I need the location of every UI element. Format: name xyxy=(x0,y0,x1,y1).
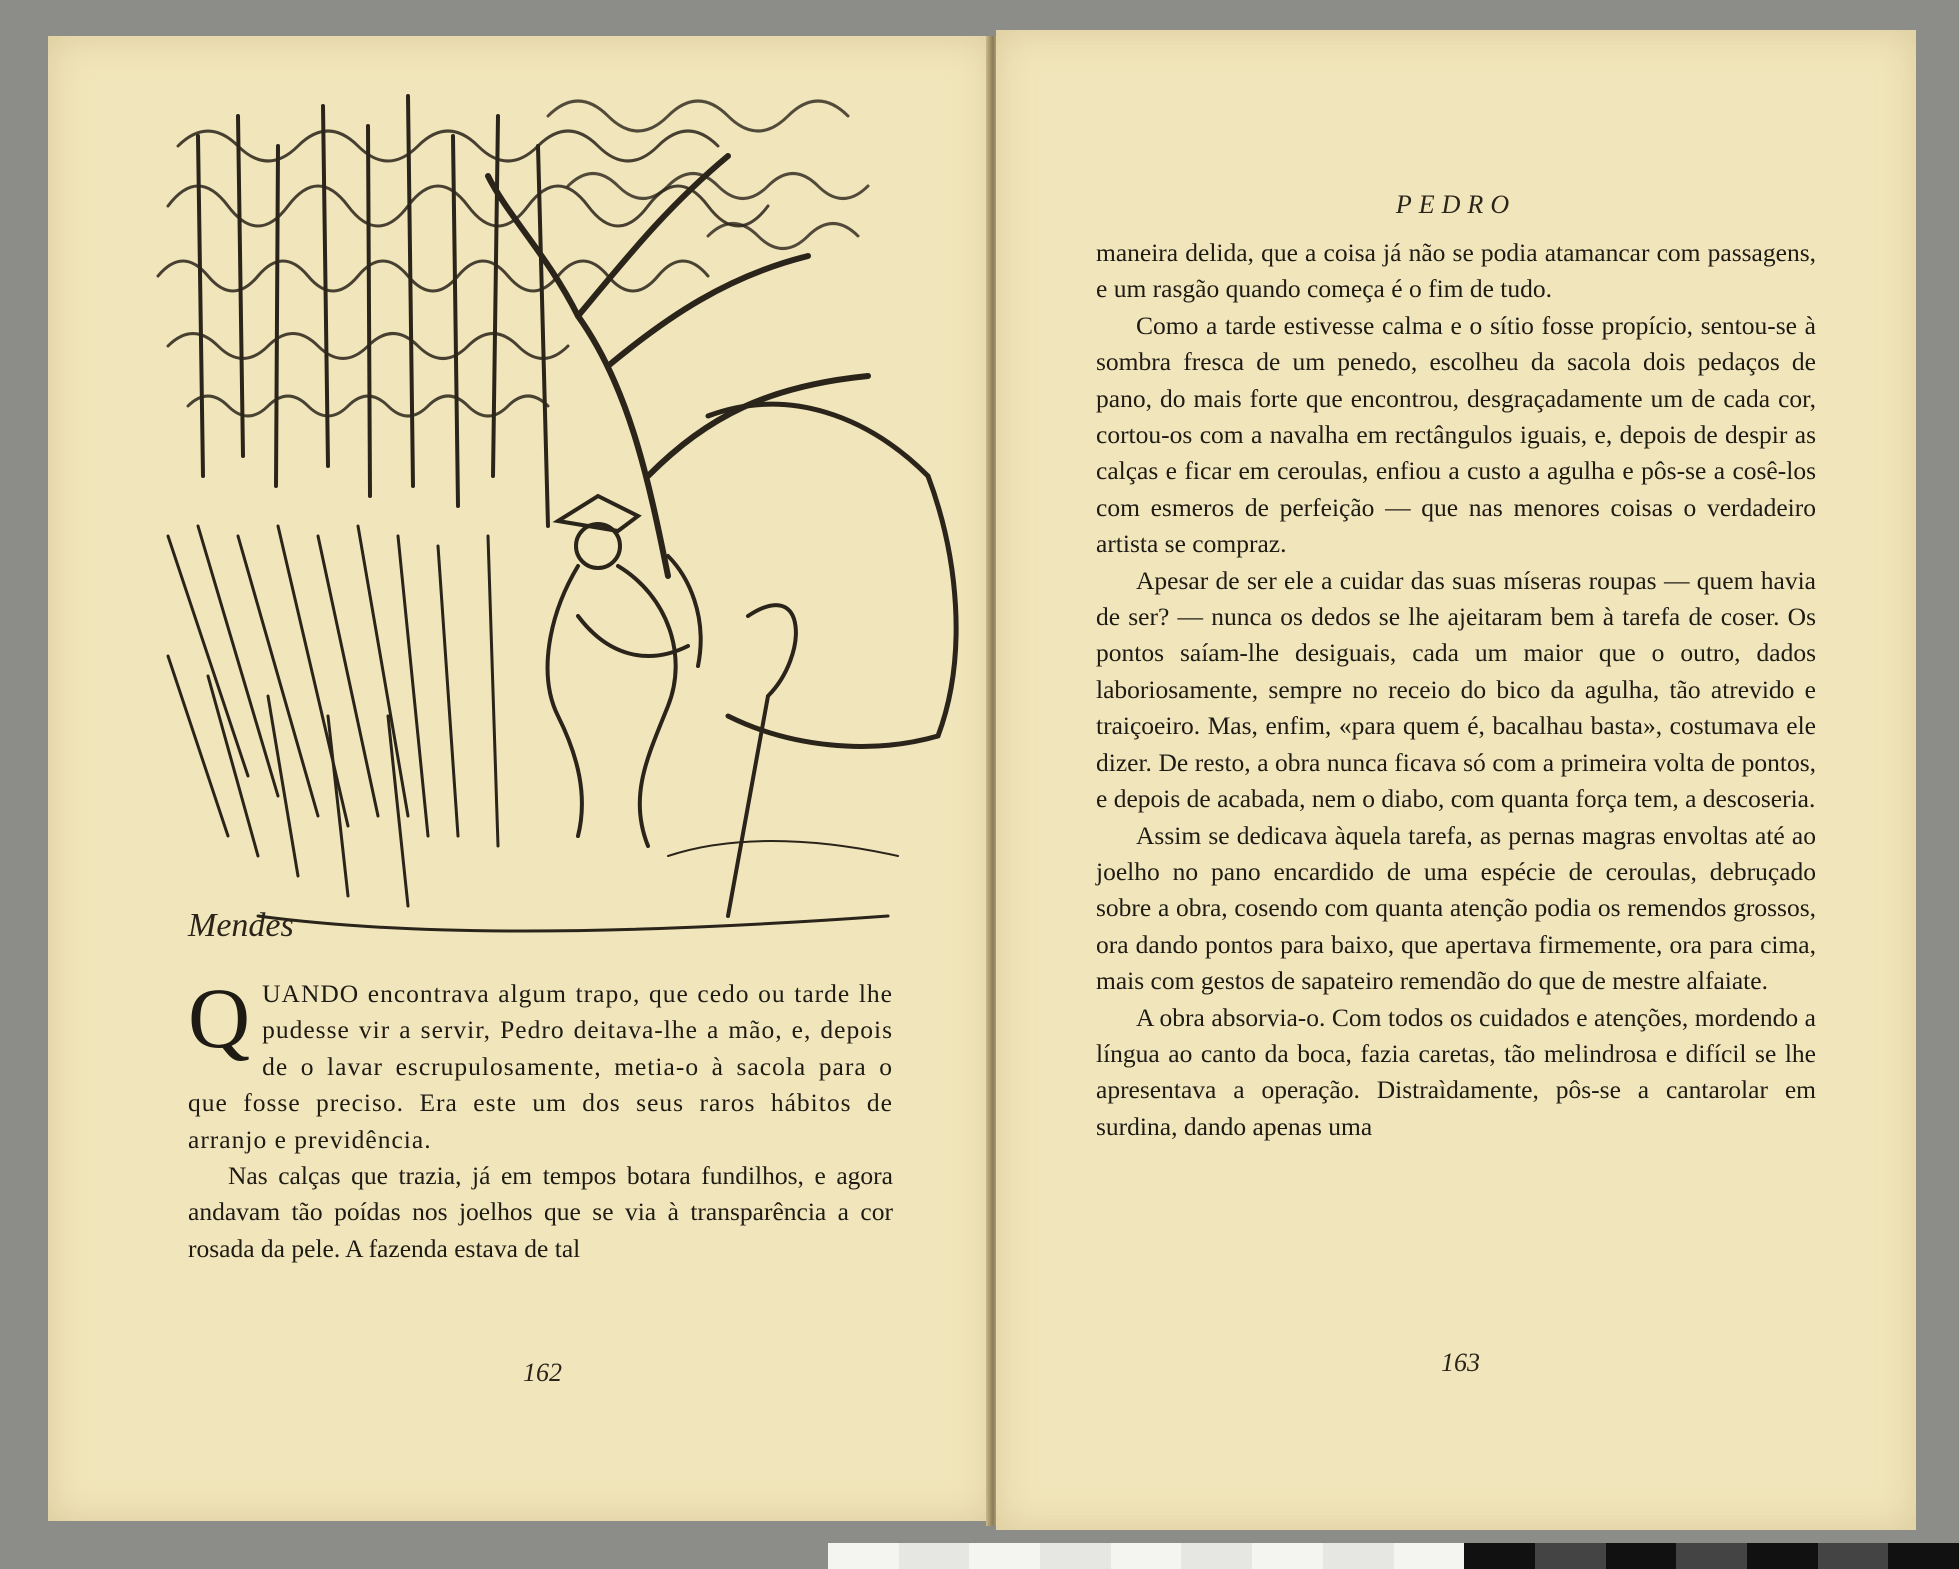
left-paragraph-1: UANDO encontrava algum trapo, que cedo ou tarde lhe pudesse vir a servir, Pedro deitava-lhe a mão, e, depois de o lavar escrupulosamente, metia-o à sacola para o que fosse preciso. Era este um dos seus raros hábitos de arranjo e previdência. xyxy=(188,979,893,1154)
illustration-signature: Mendes xyxy=(188,907,294,944)
right-paragraph-2: Como a tarde estivesse calma e o sítio fosse propício, sentou-se à sombra fresca de um penedo, escolheu da sacola dois pedaços de pano, do mais forte que encontrou, desgraçadamente um de cada cor, cortou-os com a navalha em rectângulos iguais, e, depois de despir as calças e ficar em ceroulas, enfiou a custo a agulha e pôs-se a cosê-los com esmeros de perfeição — que nas menores coisas o verdadeiro artista se compraz. xyxy=(1096,310,1816,559)
illustration-svg xyxy=(108,56,988,956)
right-body-text xyxy=(1096,235,1816,1145)
right-paragraph-5: A obra absorvia-o. Com todos os cuidados e atenções, mordendo a língua ao canto da boca, fazia caretas, tão melindrosa e difícil se lhe apresentava a operação. Distraìdamente, pôs-se a cantarolar em surdina, dando apenas uma xyxy=(1096,1002,1816,1141)
right-paragraph-1: maneira delida, que a coisa já não se podia atamancar com passagens, e um rasgão quando começa é o fim de tudo. xyxy=(1096,238,1816,304)
left-page xyxy=(48,36,993,1521)
left-paragraph-2: Nas calças que trazia, já em tempos botara fundilhos, e agora andavam tão poídas nos joelhos que se via à transparência a cor rosada da pele. A fazenda estava de tal xyxy=(188,1161,893,1263)
right-paragraph-3: Apesar de ser ele a cuidar das suas míseras roupas — quem havia de ser? — nunca os dedos se lhe ajeitaram bem à tarefa de coser. Os pontos saíam-lhe desiguais, cada um maior que o outro, dados laboriosamente, sempre no receio do bico da agulha, tão atrevido e traiçoeiro. Mas, enfim, «para quem é, bacalhau basta», costumava ele dizer. De resto, a obra nunca ficava só com a primeira volta de pontos, e depois de acabada, nem o diabo, com quanta força tem, a descoseria. xyxy=(1096,565,1816,814)
right-paragraph-4: Assim se dedicava àquela tarefa, as pernas magras envoltas até ao joelho no pano encardido de uma espécie de ceroulas, debruçado sobre a obra, cosendo com quanta atenção podia os remendos grossos, ora dando pontos para baixo, que apertava firmemente, ora para cima, mais com gestos de sapateiro remendão do que de mestre alfaiate. xyxy=(1096,820,1816,996)
scale-ruler xyxy=(828,1543,1959,1569)
right-page xyxy=(996,30,1916,1530)
page-number-left: 162 xyxy=(523,1358,562,1387)
left-body-text xyxy=(188,970,893,1267)
forest-illustration xyxy=(108,56,988,956)
running-head: PEDRO xyxy=(1395,190,1517,219)
drop-cap: Q xyxy=(188,970,251,1066)
page-number-right: 163 xyxy=(1441,1348,1480,1377)
